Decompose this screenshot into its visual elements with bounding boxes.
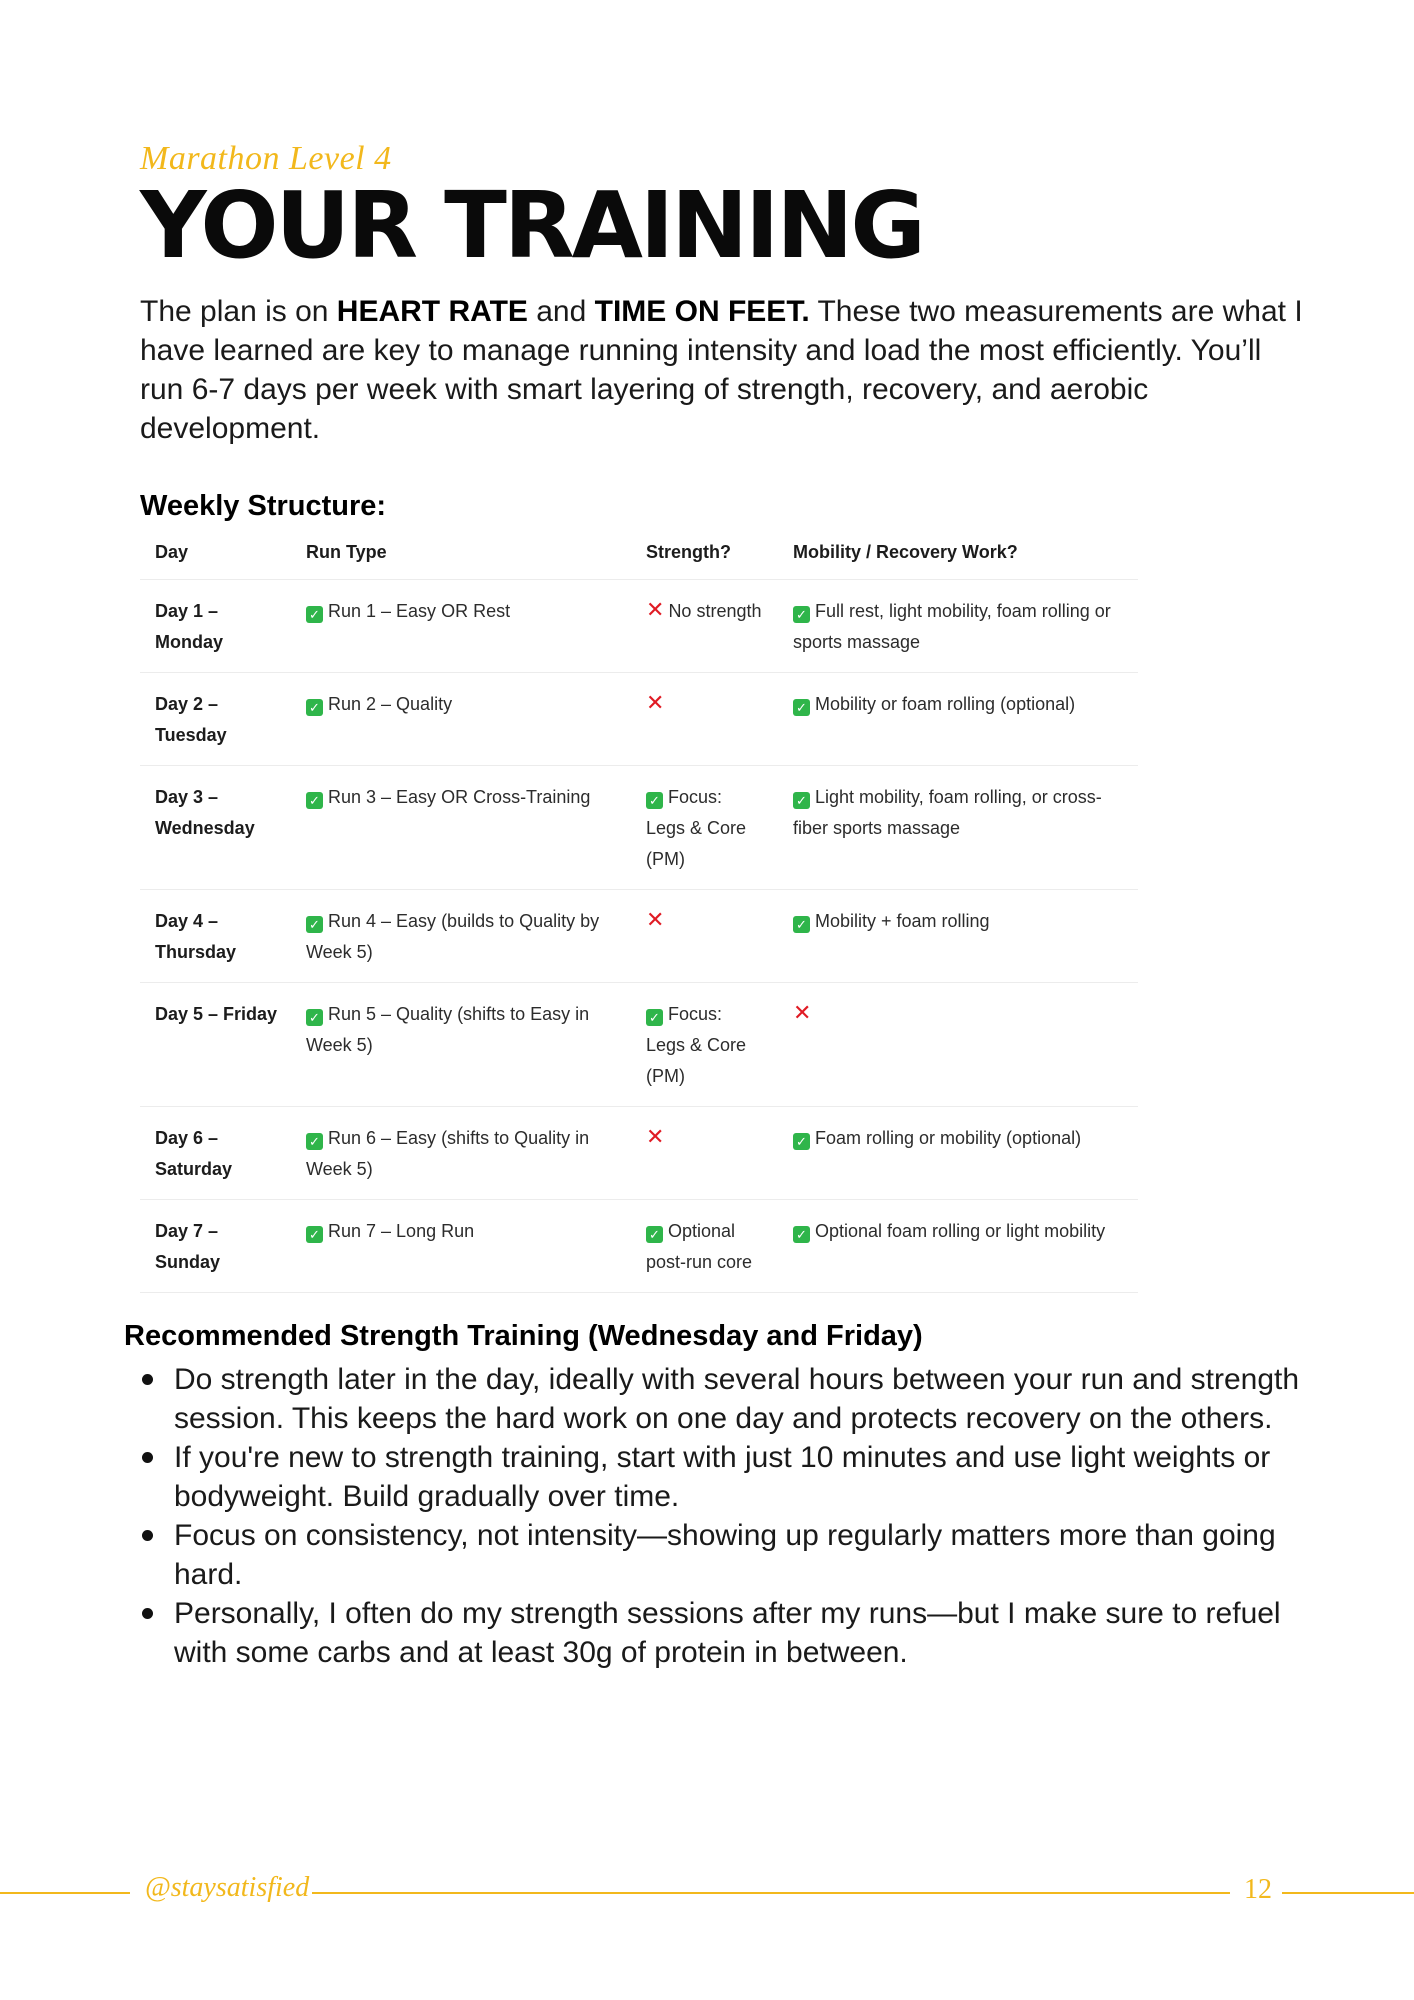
time-on-feet-emphasis: TIME ON FEET.	[594, 295, 810, 328]
mobility-text: Optional foam rolling or light mobility	[815, 1221, 1106, 1241]
footer-divider-middle	[312, 1892, 1230, 1894]
check-icon: ✓	[646, 1226, 663, 1243]
intro-text-1: The plan is on	[140, 295, 337, 328]
table-row	[140, 983, 1138, 1107]
tip-text: Do strength later in the day, ideally with several hours between your run and strength session. This keeps the hard work on one day and protects recovery on the others.	[174, 1363, 1300, 1435]
list-item	[174, 1360, 1304, 1438]
day-cell: Day 5 – Friday	[140, 983, 291, 1107]
mobility-cell	[778, 983, 1138, 1107]
run-type-text: Run 2 – Quality	[328, 694, 453, 714]
bullet-icon	[142, 1530, 153, 1541]
check-icon: ✓	[306, 792, 323, 809]
check-icon: ✓	[306, 1009, 323, 1026]
mobility-cell	[778, 1107, 1138, 1200]
weekly-structure-table	[140, 530, 1138, 1293]
check-icon: ✓	[793, 699, 810, 716]
page-number: 12	[1244, 1874, 1272, 1905]
day-cell: Day 1 – Monday	[140, 580, 291, 673]
mobility-cell	[778, 766, 1138, 890]
check-icon: ✓	[793, 606, 810, 623]
list-item	[174, 1594, 1304, 1672]
run-type-cell	[291, 890, 631, 983]
column-header-strength: Strength?	[631, 530, 778, 580]
bullet-icon	[142, 1452, 153, 1463]
tip-text: If you're new to strength training, start with just 10 minutes and use light weights or bodyweight. Build gradually over time.	[174, 1441, 1271, 1513]
check-icon: ✓	[646, 1009, 663, 1026]
table-body	[140, 580, 1138, 1293]
column-header-day: Day	[140, 530, 291, 580]
strength-tips-list	[124, 1360, 1304, 1672]
bullet-icon	[142, 1374, 153, 1385]
check-icon: ✓	[793, 1226, 810, 1243]
mobility-text: Foam rolling or mobility (optional)	[815, 1128, 1082, 1148]
mobility-cell	[778, 580, 1138, 673]
run-type-text: Run 6 – Easy (shifts to Quality in Week 5)	[306, 1128, 590, 1179]
bullet-icon	[142, 1608, 153, 1619]
intro-paragraph	[140, 292, 1310, 448]
check-icon: ✓	[306, 916, 323, 933]
strength-cell	[631, 580, 778, 673]
list-item	[174, 1438, 1304, 1516]
table-row	[140, 673, 1138, 766]
cross-icon: ✕	[793, 1000, 812, 1025]
mobility-cell	[778, 673, 1138, 766]
check-icon: ✓	[793, 792, 810, 809]
strength-cell	[631, 1200, 778, 1293]
table-row	[140, 580, 1138, 673]
check-icon: ✓	[646, 792, 663, 809]
column-header-mobility: Mobility / Recovery Work?	[778, 530, 1138, 580]
heart-rate-emphasis: HEART RATE	[336, 295, 528, 328]
mobility-text: Light mobility, foam rolling, or cross-fiber sports massage	[793, 787, 1102, 838]
tip-text: Focus on consistency, not intensity—showing up regularly matters more than going hard.	[174, 1519, 1276, 1591]
run-type-text: Run 1 – Easy OR Rest	[328, 601, 511, 621]
table-row	[140, 1200, 1138, 1293]
intro-text-2: and	[527, 295, 595, 328]
tip-text: Personally, I often do my strength sessions after my runs—but I make sure to refuel with some carbs and at least 30g of protein in between.	[174, 1597, 1281, 1669]
list-item	[174, 1516, 1304, 1594]
mobility-text: Mobility or foam rolling (optional)	[815, 694, 1076, 714]
check-icon: ✓	[306, 1133, 323, 1150]
run-type-cell	[291, 766, 631, 890]
check-icon: ✓	[306, 606, 323, 623]
mobility-text: Full rest, light mobility, foam rolling or sports massage	[793, 601, 1111, 652]
table-row	[140, 1107, 1138, 1200]
run-type-text: Run 4 – Easy (builds to Quality by Week 5)	[306, 911, 600, 962]
day-cell: Day 2 – Tuesday	[140, 673, 291, 766]
footer-divider-left	[0, 1892, 130, 1894]
run-type-cell	[291, 673, 631, 766]
strength-training-heading: Recommended Strength Training (Wednesday and Friday)	[124, 1320, 923, 1352]
footer-social-handle: @staysatisfied	[145, 1872, 310, 1903]
mobility-cell	[778, 890, 1138, 983]
plan-subtitle: Marathon Level 4	[140, 140, 392, 177]
cross-icon: ✕	[646, 907, 665, 932]
check-icon: ✓	[793, 1133, 810, 1150]
strength-text: No strength	[668, 601, 762, 621]
footer-divider-right	[1282, 1892, 1414, 1894]
mobility-text: Mobility + foam rolling	[815, 911, 990, 931]
cross-icon: ✕	[646, 690, 665, 715]
day-cell: Day 7 – Sunday	[140, 1200, 291, 1293]
strength-text: Focus: Legs & Core (PM)	[646, 787, 747, 869]
strength-cell	[631, 1107, 778, 1200]
mobility-cell	[778, 1200, 1138, 1293]
weekly-structure-table-container	[140, 530, 1138, 1293]
run-type-cell	[291, 580, 631, 673]
run-type-text: Run 7 – Long Run	[328, 1221, 475, 1241]
strength-cell	[631, 766, 778, 890]
cross-icon: ✕	[646, 1124, 665, 1149]
cross-icon: ✕	[646, 597, 665, 622]
day-cell: Day 6 – Saturday	[140, 1107, 291, 1200]
strength-cell	[631, 890, 778, 983]
check-icon: ✓	[793, 916, 810, 933]
check-icon: ✓	[306, 699, 323, 716]
weekly-structure-heading: Weekly Structure:	[140, 490, 387, 522]
run-type-cell	[291, 1200, 631, 1293]
strength-text: Focus: Legs & Core (PM)	[646, 1004, 747, 1086]
table-row	[140, 766, 1138, 890]
strength-cell	[631, 983, 778, 1107]
intro-text-3: These two measurements are what I have learned are key to manage running intensity and load the most efficiently. You’ll run 6-7 days per week with smart layering of strength, recovery, and aerobic development.	[140, 295, 1303, 445]
column-header-run-type: Run Type	[291, 530, 631, 580]
table-header-row	[140, 530, 1138, 580]
run-type-cell	[291, 1107, 631, 1200]
run-type-text: Run 3 – Easy OR Cross-Training	[328, 787, 591, 807]
table-row	[140, 890, 1138, 983]
strength-text: Optional post-run core	[646, 1221, 753, 1272]
day-cell: Day 4 – Thursday	[140, 890, 291, 983]
day-cell: Day 3 – Wednesday	[140, 766, 291, 890]
run-type-cell	[291, 983, 631, 1107]
page-title: YOUR TRAINING	[140, 172, 923, 279]
check-icon: ✓	[306, 1226, 323, 1243]
strength-cell	[631, 673, 778, 766]
run-type-text: Run 5 – Quality (shifts to Easy in Week 5)	[306, 1004, 590, 1055]
